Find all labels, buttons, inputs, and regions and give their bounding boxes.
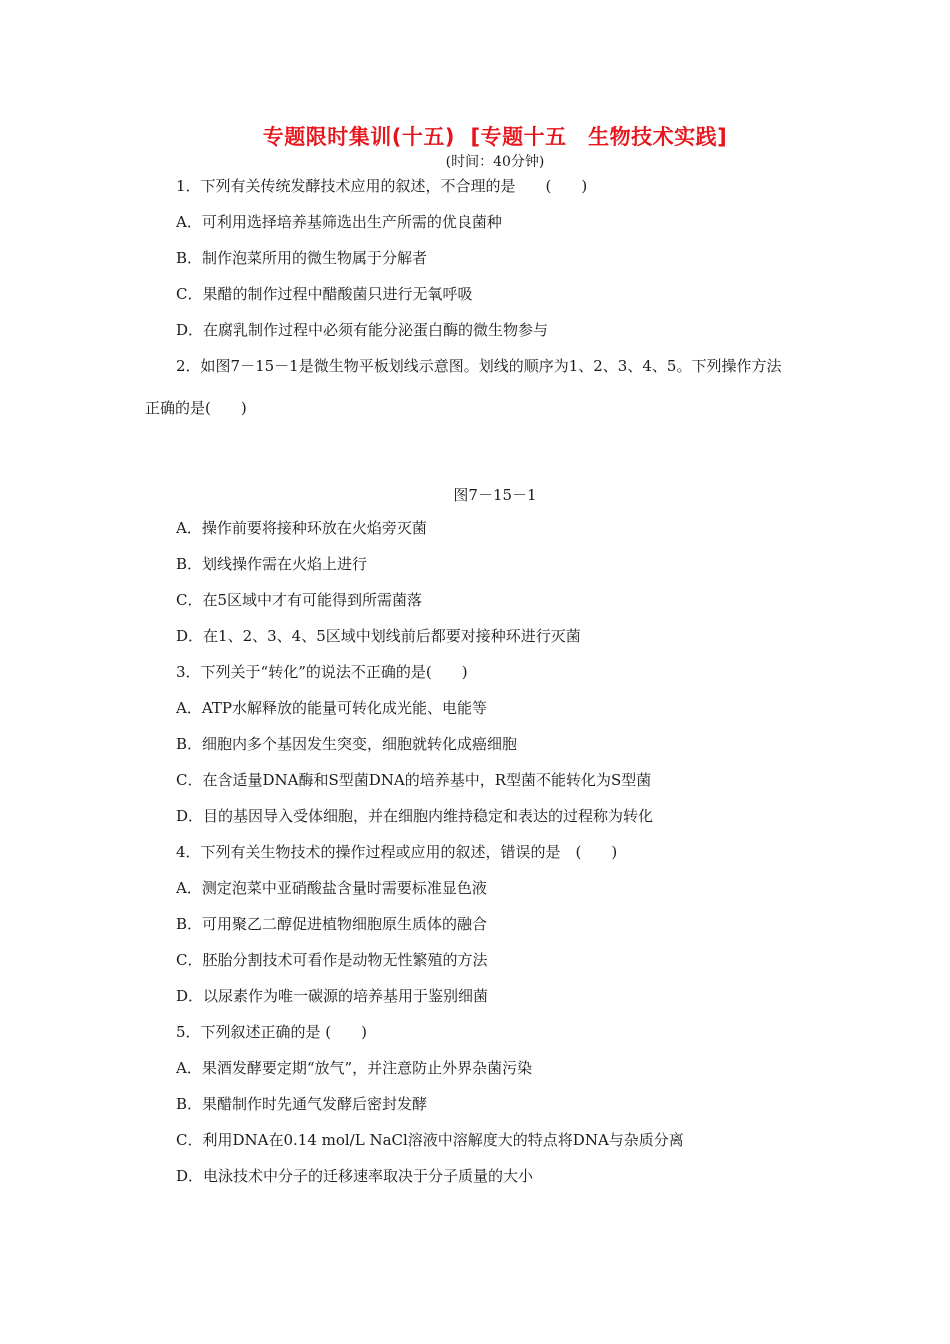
time-limit: (时间：40分钟): [445, 154, 545, 170]
question-4-option-b: B．可用聚乙二醇促进植物细胞原生质体的融合: [176, 915, 488, 933]
question-5-stem: 5．下列叙述正确的是 ( ): [176, 1023, 368, 1041]
question-5-option-c: C．利用DNA在0.14 mol/L NaCl溶液中溶解度大的特点将DNA与杂质分离: [176, 1131, 684, 1149]
figure-caption: 图7－15－1: [453, 486, 537, 504]
question-4-option-d: D．以尿素作为唯一碳源的培养基用于鉴别细菌: [176, 987, 489, 1005]
question-2-option-a: A．操作前要将接种环放在火焰旁灭菌: [176, 519, 427, 537]
question-2-option-c: C．在5区域中才有可能得到所需菌落: [176, 591, 423, 609]
question-4-option-a: A．测定泡菜中亚硝酸盐含量时需要标准显色液: [176, 879, 487, 897]
question-4-stem: 4．下列有关生物技术的操作过程或应用的叙述，错误的是 ( ): [176, 843, 618, 861]
question-2-option-d: D．在1、2、3、4、5区域中划线前后都要对接种环进行灭菌: [176, 627, 581, 645]
question-3-option-a: A．ATP水解释放的能量可转化成光能、电能等: [176, 699, 487, 717]
question-1-stem: 1．下列有关传统发酵技术应用的叙述，不合理的是 ( ): [176, 177, 588, 195]
question-2-stem-continued: 正确的是( ): [145, 399, 247, 417]
question-1-option-b: B．制作泡菜所用的微生物属于分解者: [176, 249, 428, 267]
question-3-option-d: D．目的基因导入受体细胞，并在细胞内维持稳定和表达的过程称为转化: [176, 807, 654, 825]
question-2-option-b: B．划线操作需在火焰上进行: [176, 555, 368, 573]
question-3-option-c: C．在含适量DNA酶和S型菌DNA的培养基中，R型菌不能转化为S型菌: [176, 771, 652, 789]
question-3-option-b: B．细胞内多个基因发生突变，细胞就转化成癌细胞: [176, 735, 518, 753]
question-1-option-a: A．可利用选择培养基筛选出生产所需的优良菌种: [176, 213, 502, 231]
question-4-option-c: C．胚胎分割技术可看作是动物无性繁殖的方法: [176, 951, 488, 969]
question-2-stem: 2．如图7－15－1是微生物平板划线示意图。划线的顺序为1、2、3、4、5。下列操作方法: [176, 357, 782, 375]
question-1-option-d: D．在腐乳制作过程中必须有能分泌蛋白酶的微生物参与: [176, 321, 549, 339]
question-3-stem: 3．下列关于“转化”的说法不正确的是( ): [176, 663, 468, 681]
question-1-option-c: C．果醋的制作过程中醋酸菌只进行无氧呼吸: [176, 285, 473, 303]
question-5-option-b: B．果醋制作时先通气发酵后密封发酵: [176, 1095, 428, 1113]
question-5-option-d: D．电泳技术中分子的迁移速率取决于分子质量的大小: [176, 1167, 534, 1185]
page-title: 专题限时集训(十五) [专题十五 生物技术实践]: [262, 125, 728, 149]
question-5-option-a: A．果酒发酵要定期“放气”，并注意防止外界杂菌污染: [176, 1059, 533, 1077]
